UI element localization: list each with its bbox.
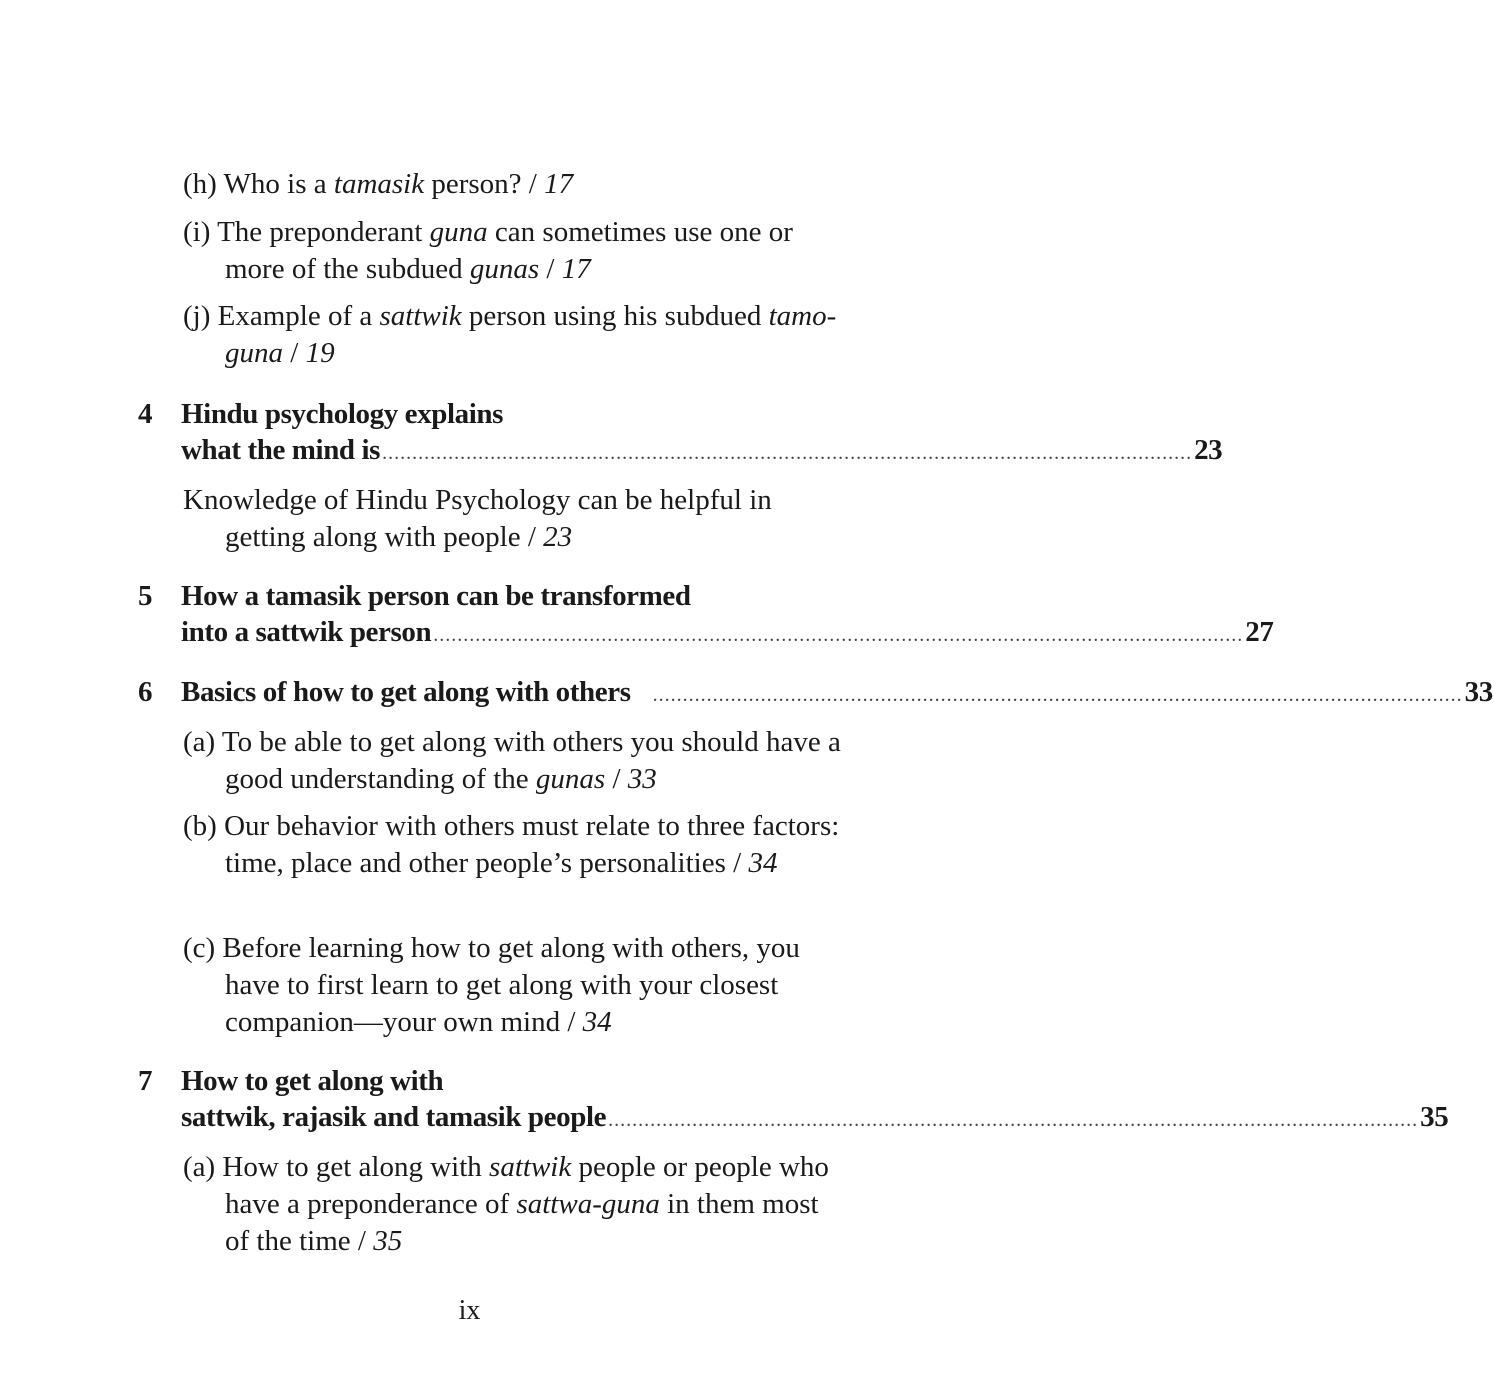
chapter-title-line: what the mind is xyxy=(181,434,381,466)
chapter-number: 4 xyxy=(138,398,153,430)
page-ref: 23 xyxy=(543,521,573,553)
dot-leader: ....................................................................................................................................... xyxy=(433,624,1244,646)
toc-subentry-c xyxy=(183,930,845,1041)
dot-leader: ....................................................................................................................................... xyxy=(652,684,1463,706)
entry-text: (a) To be able to get along with others you should have a good understanding of the xyxy=(183,726,841,795)
chapter-title-line: How to get along with xyxy=(181,1065,444,1097)
page-ref: 19 xyxy=(305,337,335,369)
entry-text: (a) How to get along with xyxy=(183,1151,490,1183)
chapter-5-title[interactable] xyxy=(181,578,1274,653)
chapter-number: 5 xyxy=(138,580,153,612)
dot-leader: ....................................................................................................................................... xyxy=(382,442,1193,464)
chapter-title-line: How a tamasik person can be transformed xyxy=(181,580,691,612)
chapter-page-number: 35 xyxy=(1420,1101,1449,1133)
chapter-number: 7 xyxy=(138,1065,153,1097)
entry-text: / xyxy=(283,337,306,369)
page-ref: 34 xyxy=(582,1006,612,1038)
entry-term: sattwik xyxy=(489,1151,572,1183)
toc-subentry-j xyxy=(183,298,845,372)
entry-text: / xyxy=(605,763,628,795)
page-ref: 17 xyxy=(561,253,591,285)
entry-text: Knowledge of Hindu Psychology can be helpful in getting along with people / xyxy=(183,484,772,553)
chapter-page-number: 27 xyxy=(1245,616,1274,648)
entry-term: gunas xyxy=(535,763,606,795)
entry-term: sattwik xyxy=(379,300,462,332)
toc-subentry-a xyxy=(183,1149,845,1260)
chapter-title-line: sattwik, rajasik and tamasik people xyxy=(181,1101,607,1133)
chapter-6-title[interactable] xyxy=(181,674,1493,713)
entry-term: sattwa-guna xyxy=(516,1188,660,1220)
toc-subentry-a xyxy=(183,724,845,798)
page-ref: 34 xyxy=(748,847,778,879)
page-ref: 35 xyxy=(373,1225,403,1257)
entry-text: (c) Before learning how to get along with others, you have to first learn to get along with your closest companion—your own mind / xyxy=(183,932,800,1038)
toc-subentry-b xyxy=(183,808,845,882)
entry-text: person? / xyxy=(424,168,545,200)
entry-text: in them most of the time / xyxy=(225,1188,819,1257)
page-ref: 33 xyxy=(627,763,657,795)
toc-subentry xyxy=(183,482,845,556)
entry-term: tamasik xyxy=(333,168,425,200)
entry-text: can sometimes use one or more of the subdued xyxy=(225,216,793,285)
entry-text: person using his subdued xyxy=(461,300,769,332)
entry-term: gunas xyxy=(469,253,540,285)
chapter-7-title[interactable] xyxy=(181,1063,1449,1138)
chapter-page-number: 23 xyxy=(1194,434,1223,466)
chapter-title-line: into a sattwik person xyxy=(181,616,432,648)
entry-text: (b) Our behavior with others must relate to three factors: time, place and other people’s personalities / xyxy=(183,810,840,879)
dot-leader: ....................................................................................................................................... xyxy=(608,1109,1419,1131)
entry-text: / xyxy=(539,253,562,285)
chapter-4-title[interactable] xyxy=(181,396,1223,471)
chapter-page-number: 33 xyxy=(1464,676,1493,708)
toc-subentry-i xyxy=(183,214,845,288)
entry-text: people or people who have a preponderance of xyxy=(225,1151,829,1220)
chapter-title-line: Basics of how to get along with others xyxy=(181,676,631,708)
page-ref: 17 xyxy=(544,168,574,200)
chapter-title-line: Hindu psychology explains xyxy=(181,398,503,430)
entry-text: (h) Who is a xyxy=(183,168,334,200)
page-number: ix xyxy=(458,1295,481,1326)
entry-text: (j) Example of a xyxy=(183,300,380,332)
entry-text: (i) The preponderant xyxy=(183,216,430,248)
chapter-number: 6 xyxy=(138,676,153,708)
toc-subentry-h xyxy=(183,166,845,203)
entry-term: guna xyxy=(429,216,488,248)
entry-term: tamo-guna xyxy=(225,300,837,369)
